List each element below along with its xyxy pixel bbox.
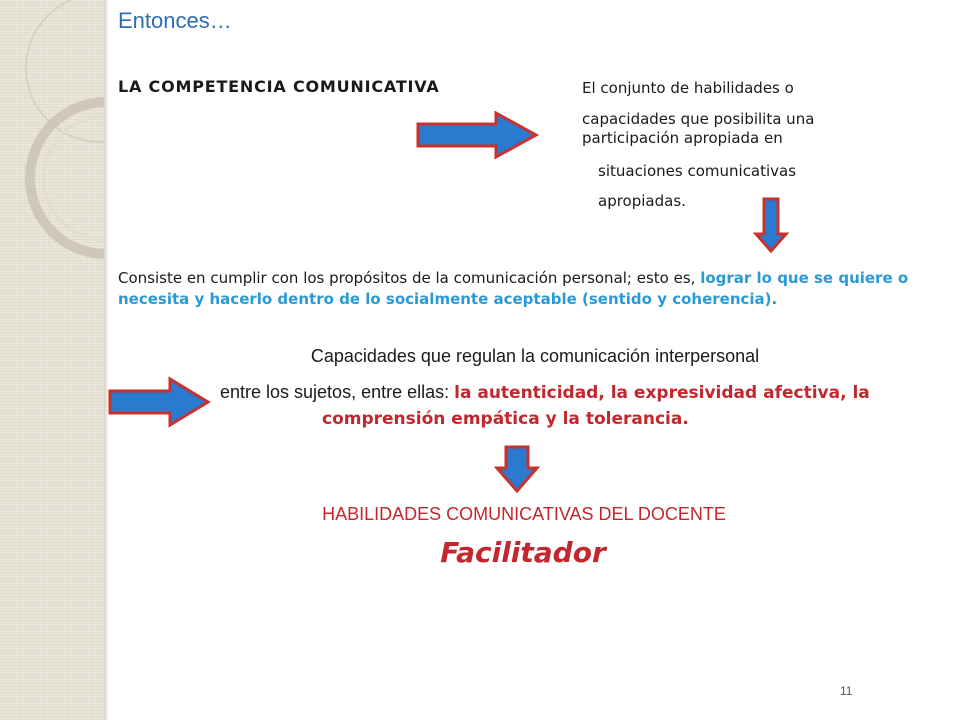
capacities-text: entre los sujetos, entre ellas: <box>220 382 455 402</box>
definition-line: situaciones comunicativas <box>598 162 797 180</box>
definition-line: participación apropiada en <box>582 129 783 147</box>
slide-title: Entonces… <box>118 8 232 33</box>
paragraph-text: Consiste en cumplir con los propósitos de la comunicación personal; esto es, <box>118 269 701 287</box>
arrow-right-icon <box>410 110 542 160</box>
description-paragraph <box>118 268 933 310</box>
definition-line: apropiadas. <box>598 192 686 210</box>
capacities-line-3: comprensión empática y la tolerancia. <box>322 409 689 429</box>
heading: LA COMPETENCIA COMUNICATIVA <box>118 77 440 96</box>
habilidades-heading: HABILIDADES COMUNICATIVAS DEL DOCENTE <box>322 504 726 524</box>
definition-line: capacidades que posibilita una <box>582 110 815 128</box>
definition-line: El conjunto de habilidades o <box>582 79 794 97</box>
capacities-line-2 <box>220 382 870 403</box>
capacities-line-1: Capacidades que regulan la comunicación interpersonal <box>310 346 760 366</box>
facilitador-label: Facilitador <box>440 536 606 569</box>
arrow-down-icon <box>494 444 540 494</box>
arrow-right-icon <box>104 376 214 428</box>
arrow-down-icon <box>753 196 789 254</box>
page-number: 11 <box>840 684 853 698</box>
capacities-highlight: la autenticidad, la expresividad afectiva, la <box>454 383 870 403</box>
paragraph-highlight: lograr lo que se quiere o necesita y hacerlo dentro de lo socialmente aceptable (sentido y coherencia). <box>118 269 909 308</box>
